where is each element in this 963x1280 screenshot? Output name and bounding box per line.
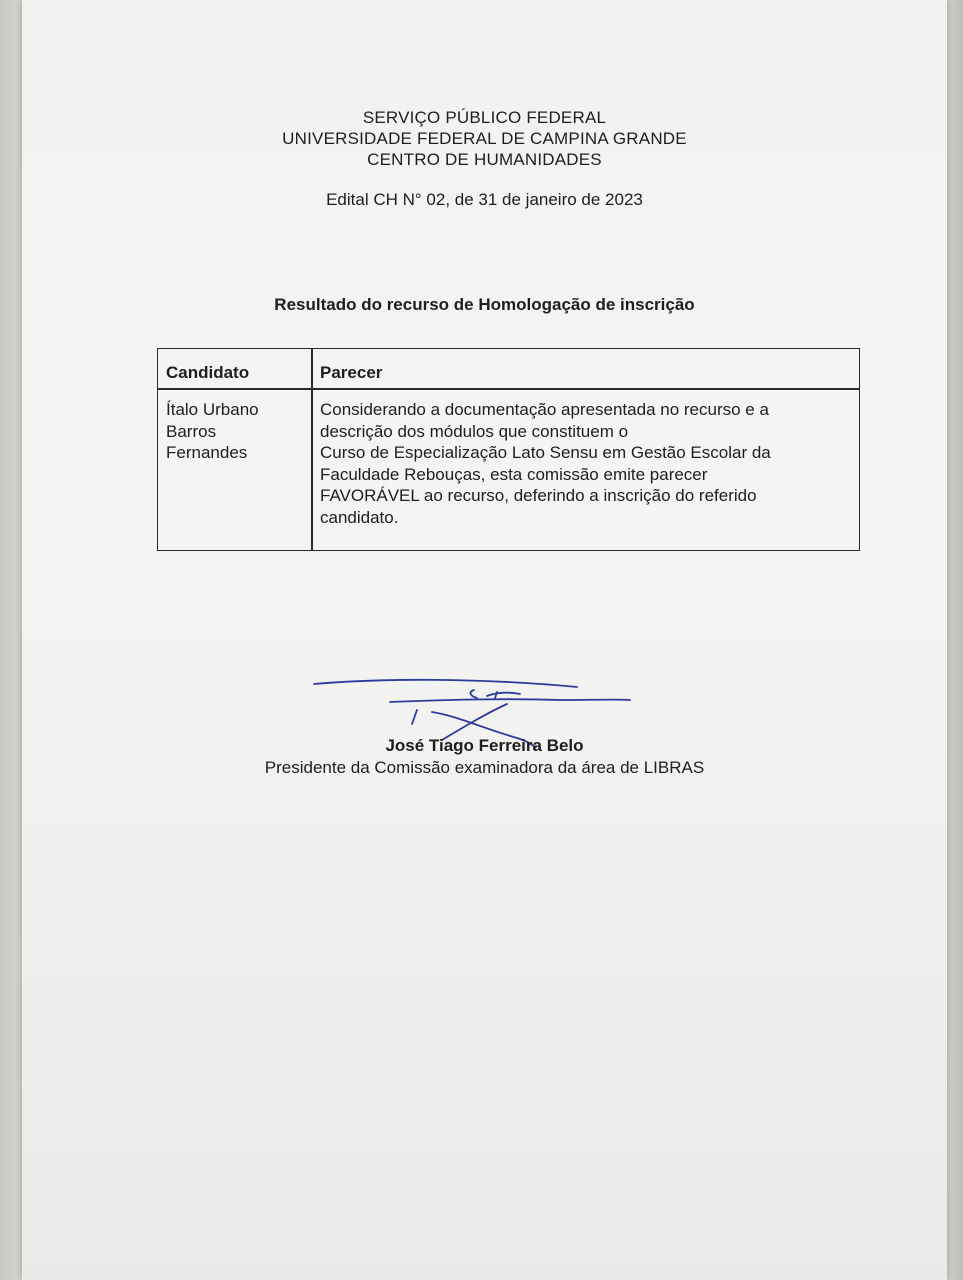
parecer-line: Curso de Especialização Lato Sensu em Gestão Escolar da — [320, 443, 771, 462]
header-line-service: SERVIÇO PÚBLICO FEDERAL — [362, 108, 607, 127]
result-table — [157, 348, 860, 551]
edital-reference: Edital CH N° 02, de 31 de janeiro de 2023 — [326, 190, 643, 209]
header-line-center: CENTRO DE HUMANIDADES — [367, 150, 602, 169]
candidato-line: Barros — [166, 421, 217, 441]
signer-role: Presidente da Comissão examinadora da área de LIBRAS — [264, 758, 705, 777]
candidato-line: Fernandes — [166, 443, 248, 462]
table-header-candidato: Candidato — [166, 363, 250, 382]
parecer-line: FAVORÁVEL ao recurso, deferindo a inscrição do referido — [320, 486, 757, 505]
candidato-line: Ítalo Urbano — [166, 400, 259, 419]
result-title: Resultado do recurso de Homologação de inscrição — [274, 295, 695, 314]
table-column-divider — [311, 349, 313, 550]
document-page — [22, 0, 947, 1280]
parecer-line: descrição dos módulos que constituem o — [320, 421, 629, 441]
table-cell-candidato — [166, 399, 296, 464]
parecer-line: candidato. — [320, 507, 399, 527]
table-row-divider — [158, 388, 859, 390]
parecer-line: Faculdade Rebouças, esta comissão emite parecer — [320, 464, 708, 484]
table-header-parecer: Parecer — [320, 363, 383, 382]
signer-name: José Tiago Ferreira Belo — [385, 736, 584, 755]
header-line-university: UNIVERSIDADE FEDERAL DE CAMPINA GRANDE — [282, 129, 687, 148]
table-cell-parecer — [320, 399, 850, 528]
parecer-line: Considerando a documentação apresentada no recurso e a — [320, 400, 769, 419]
